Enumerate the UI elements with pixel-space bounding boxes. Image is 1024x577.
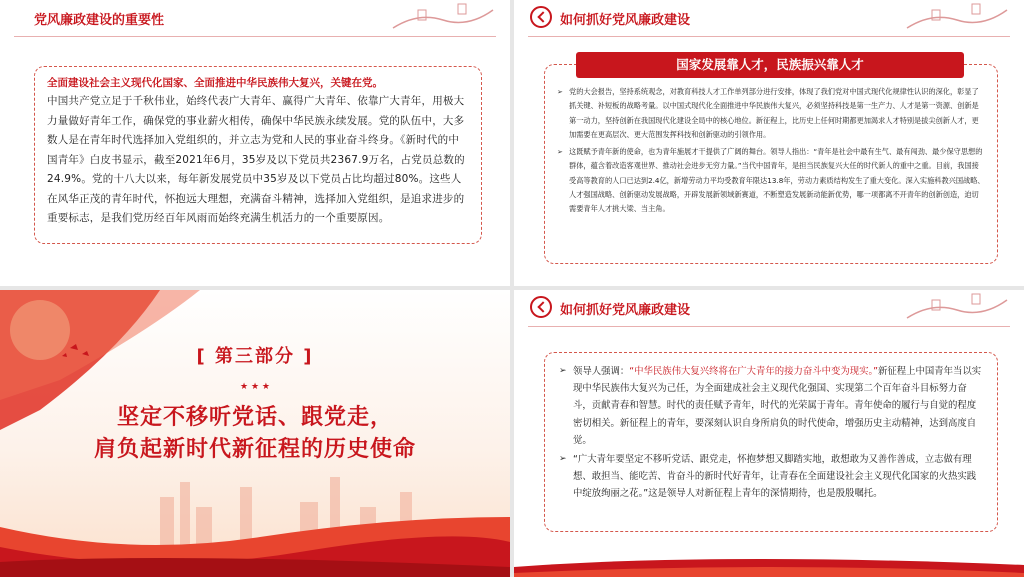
banner-title: 国家发展靠人才，民族振兴靠人才 bbox=[576, 52, 964, 78]
bullet-item: ➢ 这既赋予青年新的使命，也为青年施展才干提供了广阔的舞台。领导人指出：“青年是社会中最有生气、最有闯劲、最少保守思想的群体，蕴含着改造客观世界、推动社会进步无穷力量。”当代中国青年，是担当民族复兴大任的时代新人的重中之重。目前，我国接受高等教育的人口已达到2.4亿，新增劳动力平均受教育年限达13.8年，劳动力素质结构发生了重大变化。深入实施科教兴国战略、人才强国战略、创新驱动发展战略，开辟发展新领域新赛道，不断塑造发展新动能新优势，哪一项都离不开青年的创新创造，迫切需要青年人才挑大梁、当主角。 bbox=[557, 145, 985, 216]
content-box bbox=[544, 64, 998, 264]
slide-talent[interactable] bbox=[514, 0, 1024, 286]
header-divider bbox=[528, 326, 1010, 327]
bullet-prefix: 领导人强调： bbox=[573, 366, 630, 377]
bullet-rest: 新征程上中国青年当以实现中华民族伟大复兴为己任，为全面建成社会主义现代化强国、实现第二个百年奋斗目标努力奋斗，贡献青春和智慧。时代的责任赋予青年，时代的光荣属于青年。青年使命的履行与自觉的程度密切相关。新征程上的青年，要深刻认识自身所肩负的时代使命，增强历史主动精神，达到高度自觉。 bbox=[573, 366, 982, 446]
body-text: 中国共产党立足于千秋伟业，始终代表广大青年、赢得广大青年、依靠广大青年，用极大力量做好青年工作，确保党的事业薪火相传，确保中华民族永续发展。党的队伍中，大多数人是在青年时代选择加入党组织的，并立志为党和人民的事业奋斗终身。《新时代的中国青年》白皮书显示，截至2021年6月，35岁及以下党员共2367.9万名，占党员总数的24.9%。党的十八大以来，每年新发展党员中35岁及以下党员占比均超过80%。这些人在风华正茂的青年时代，怀抱远大理想，充满奋斗精神，选择加入党组织，是追求进步的重要标志，是我们党历经百年风雨而始终充满生机活力的一个重要原因。 bbox=[47, 95, 465, 224]
ribbon-decoration-icon bbox=[514, 547, 1024, 577]
city-skyline-icon bbox=[0, 457, 510, 577]
great-wall-icon bbox=[388, 2, 498, 34]
bullet-item: ➢ “广大青年要坚定不移听党话、跟党走，怀抱梦想又脚踏实地，敢想敢为又善作善成，立志做有理想、敢担当、能吃苦、肯奋斗的新时代好青年，让青春在全面建设社会主义现代化国家的火热实践中绽放绚丽之花。”这是领导人对新征程上青年的深情期待，也是殷殷嘱托。 bbox=[559, 451, 983, 503]
great-wall-icon bbox=[902, 292, 1012, 324]
section-title-line2: 肩负起新时代新征程的历史使命 bbox=[93, 437, 416, 462]
content-box bbox=[34, 66, 482, 244]
stars-icon: ★ ★ ★ bbox=[240, 382, 270, 392]
content-box bbox=[544, 352, 998, 532]
bullet-quote: “中华民族伟大复兴终将在广大青年的接力奋斗中变为现实。” bbox=[629, 366, 879, 377]
slide-importance[interactable] bbox=[0, 0, 510, 286]
back-arrow-icon bbox=[530, 6, 552, 28]
back-arrow-icon bbox=[530, 296, 552, 318]
slide-title: 如何抓好党风廉政建设 bbox=[560, 13, 691, 28]
bullet-item bbox=[559, 363, 983, 449]
great-wall-icon bbox=[902, 2, 1012, 34]
header-divider bbox=[528, 36, 1010, 37]
section-label: [ 第三部分 ] bbox=[196, 346, 314, 367]
bullet-item: ➢ 党的大会报告，坚持系统观念，对教育科技人才工作单列部分进行安排，体现了我们党对中国式现代化规律性认识的深化，彰显了抓关键、补短板的战略考量。以中国式现代化全面推进中华民族伟大复兴，必须坚持科技是第一生产力、人才是第一资源、创新是第一动力，坚持创新在我国现代化建设全局中的核心地位。新征程上，比历史上任何时期都更加渴求人才特别是拔尖创新人才，更加需要在更高层次、更大范围发挥科技和创新驱动的引领作用。 bbox=[557, 85, 985, 142]
section-title-line1: 坚定不移听党话、跟党走， bbox=[116, 405, 393, 430]
slide-title: 如何抓好党风廉政建设 bbox=[560, 303, 691, 318]
header-divider bbox=[14, 36, 496, 37]
slide-mission[interactable] bbox=[514, 290, 1024, 577]
slide-section-three[interactable] bbox=[0, 290, 510, 577]
lead-text: 全面建设社会主义现代化国家、全面推进中华民族伟大复兴，关键在党。 bbox=[47, 77, 383, 89]
slide-title: 党风廉政建设的重要性 bbox=[34, 13, 165, 28]
